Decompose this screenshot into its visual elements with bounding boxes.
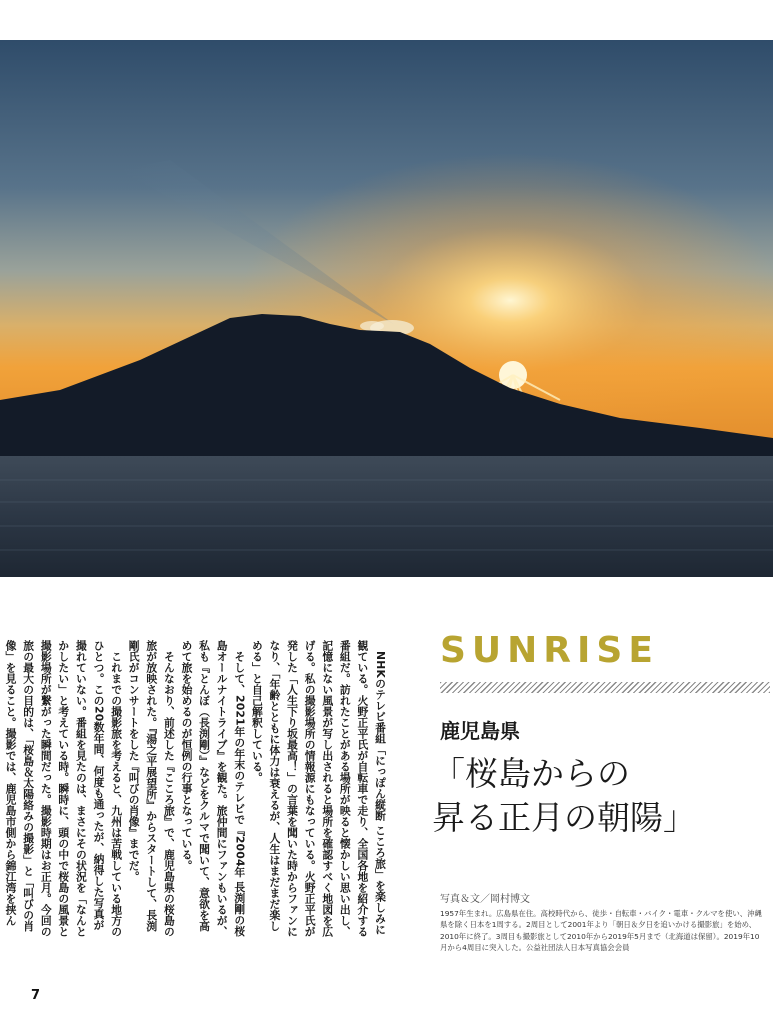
author-bio: 1957年生まれ。広島県在住。高校時代から、徒歩・自転車・バイク・電車・クルマを使い、沖縄県を除く日本を1周する。2周目として2001年より「朝日＆夕日を追いかける撮影旅」を始め、2010年に終了。3周目も撮影旅として2010年から2019年5月まで（北海道は保留）。2019年10月から4周目に突入した。公益社団法人日本写真協会会員 xyxy=(440,909,762,953)
sunrise-photo xyxy=(0,40,773,577)
article-body xyxy=(4,640,389,940)
page-number: 7 xyxy=(31,988,41,1003)
hatch-divider xyxy=(440,682,770,693)
article-title xyxy=(432,752,762,840)
body-paragraph: そんなおり、前述した『こころ旅』で、鹿児島県の桜島の旅が放映された。『湯之平展望所』からスタートして、長渕剛氏がコンサートをした『叫びの肖像』までだ。 xyxy=(127,640,176,937)
photo-credit: 写真＆文／岡村博文 xyxy=(440,894,530,905)
body-paragraph: NHKのテレビ番組「にっぽん縦断 こころ旅」を楽しみに観ている。火野正平氏が自転車で走り、全国各地を紹介する番組だ。訪れたことがある場所が映ると懐かしい思い出し、記憶にない風景が写し出されると場所を確認すべく地図を広げる。私の撮影場所の情報源にもなっている。火野正平氏が発した「人生下り坂最高！」の言葉を聞いた時からファンになり、「年齢とともに体力は衰えるが、人生はまだまだ楽しめる」と自己解釈している。 xyxy=(250,640,387,937)
title-line-1: 「桜島からの xyxy=(432,754,630,793)
prefecture-label: 鹿児島県 xyxy=(440,719,520,743)
section-heading: SUNRISE xyxy=(440,630,659,671)
body-paragraph: これまでの撮影旅を考えると、九州は苦戦している地方のひとつ。この20数年間、何度も通ったが、納得した写真が撮れていない。番組を見たのは、まさにその状況を「なんとかしたい」と考えている時。瞬時に、頭の中で桜島の風景と撮影場所が繋がった瞬間だった。撮影時期はお正月。今回の旅の最大の目的は、「桜島＆太陽絡みの撮影」と「叫びの肖像」を見ること。撮影では、鹿児島市側から錦江湾を挟ん xyxy=(4,640,124,937)
title-line-2: 昇る正月の朝陽」 xyxy=(432,798,696,837)
body-paragraph: そして、2021年の年末のテレビで『2004年 長渕剛の桜島オールナイトライブ』を観た。旅仲間にファンもいるが、私も『とんぼ（長渕剛）』などをクルマで聞いて、意欲を高めて旅を始めるのが恒例の行事となっている。 xyxy=(180,640,247,937)
